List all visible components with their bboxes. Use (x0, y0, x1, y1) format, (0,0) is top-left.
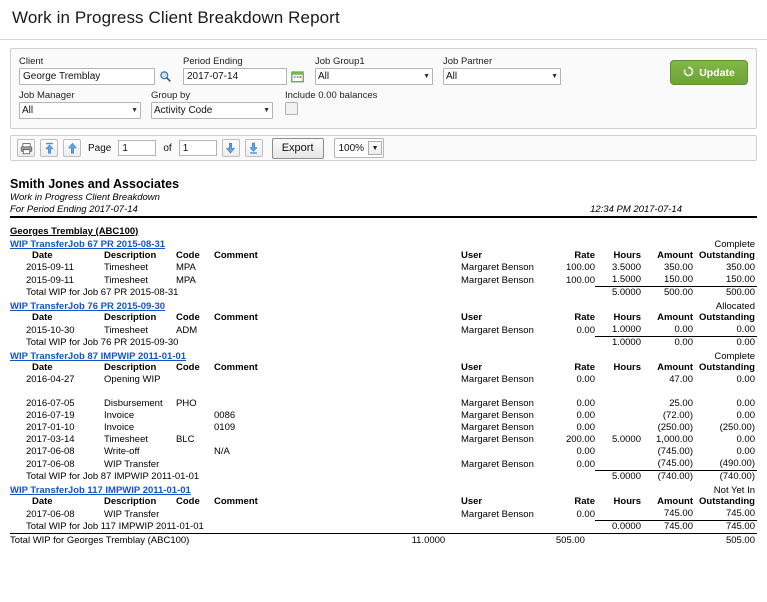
page-label: Page (88, 142, 112, 154)
period-ending-field (183, 56, 305, 85)
cell-description: Timesheet (104, 274, 148, 286)
column-header-outstanding: Outstanding (699, 250, 755, 261)
cell-hours: 1.0000 (611, 324, 641, 335)
group-by-label: Group by (151, 90, 191, 101)
client-field (19, 56, 173, 85)
column-header-description: Description (104, 250, 157, 261)
cell-user: Margaret Benson (461, 324, 534, 336)
cell-rate: 0.00 (576, 398, 595, 409)
cell-code: MPA (176, 262, 196, 273)
job-total-amount: 0.00 (641, 337, 693, 350)
cell-user: Margaret Benson (461, 262, 534, 273)
cell-outstanding: (250.00) (719, 422, 755, 433)
job-total-hours: 1.0000 (595, 337, 641, 350)
page-title: Work in Progress Client Breakdown Report (12, 8, 340, 27)
cell-hours: 5.0000 (611, 434, 641, 445)
cell-comment (214, 398, 344, 410)
column-header-hours: Hours (613, 250, 641, 261)
client-input[interactable] (19, 68, 155, 85)
job-manager-select[interactable] (19, 102, 141, 119)
column-header-comment: Comment (214, 496, 258, 507)
cell-outstanding: (490.00) (719, 458, 755, 469)
report-period-line (10, 204, 757, 216)
job-partner-label: Job Partner (443, 56, 493, 67)
chevron-down-icon: ▼ (368, 141, 382, 155)
table-row (10, 422, 757, 434)
cell-amount: 0.00 (674, 324, 693, 335)
cell-outstanding: 745.00 (725, 508, 755, 519)
job-status: Complete (714, 239, 755, 250)
column-header-rate: Rate (574, 250, 595, 261)
wip-transfer-link[interactable]: WIP Transfer (10, 351, 68, 362)
column-header-amount: Amount (657, 312, 693, 323)
job-group1-field (315, 56, 433, 85)
cell-user: Margaret Benson (461, 434, 534, 445)
job-total-label: Total WIP for Job 117 IMPWIP 2011-01-01 (26, 521, 204, 532)
cell-user: Margaret Benson (461, 422, 534, 433)
column-header-description: Description (104, 362, 157, 373)
cell-spacer (344, 274, 461, 287)
column-header-code: Code (176, 250, 200, 261)
job-total-hours: 5.0000 (595, 471, 641, 484)
cell-outstanding: 0.00 (736, 446, 755, 457)
job-total-hours: 5.0000 (595, 287, 641, 300)
filter-panel-wrapper (0, 40, 767, 129)
search-icon[interactable] (158, 69, 173, 84)
cell-rate: 0.00 (576, 324, 595, 336)
cell-spacer (344, 262, 461, 274)
cell-code (176, 410, 214, 422)
job-total-row (10, 471, 757, 484)
cell-hours (595, 410, 641, 422)
cell-code: ADM (176, 324, 198, 336)
cell-date: 2017-06-08 (26, 458, 75, 470)
chevron-down-icon: ▼ (131, 107, 138, 114)
cell-outstanding: 0.00 (736, 374, 755, 385)
table-row (10, 434, 757, 446)
cell-spacer (344, 458, 461, 471)
job-total-amount: 500.00 (641, 287, 693, 300)
cell-user: Margaret Benson (461, 374, 534, 385)
report-client-heading: Georges Tremblay (ABC100) (10, 226, 139, 237)
jobs-container (10, 239, 757, 533)
cell-hours (595, 446, 641, 458)
column-header-user: User (461, 362, 483, 373)
report-subtitle: Work in Progress Client Breakdown (10, 192, 160, 203)
cell-comment (214, 458, 344, 471)
cell-amount: (745.00) (657, 458, 693, 469)
chevron-down-icon: ▼ (423, 73, 430, 80)
period-ending-input[interactable] (183, 68, 287, 85)
job-partner-value: All (446, 71, 458, 82)
cell-date: 2015-10-30 (26, 324, 75, 336)
table-row (10, 262, 757, 274)
cell-hours (595, 422, 641, 434)
cell-spacer (344, 446, 461, 458)
table-row (10, 374, 757, 386)
column-header-row (10, 362, 757, 374)
cell-outstanding: 0.00 (736, 398, 755, 409)
job-total-label: Total WIP for Job 87 IMPWIP 2011-01-01 (26, 471, 200, 482)
cell-code: MPA (176, 274, 196, 286)
column-header-comment: Comment (214, 250, 258, 261)
job-total-row (10, 521, 757, 534)
job-total-hours: 0.0000 (595, 521, 641, 534)
column-header-hours: Hours (613, 312, 641, 323)
cell-description: Timesheet (104, 262, 148, 273)
group-by-value: Activity Code (154, 105, 213, 116)
cell-date: 2015-09-11 (26, 262, 74, 273)
client-label: Client (19, 56, 44, 67)
cell-description: WIP Transfer (104, 458, 160, 470)
job-section (10, 239, 757, 299)
export-button[interactable]: Export (272, 138, 324, 159)
column-header-spacer (344, 496, 461, 508)
cell-outstanding: 0.00 (736, 410, 755, 421)
cell-spacer (344, 508, 461, 521)
job-total-row (10, 337, 757, 350)
job-section (10, 351, 757, 483)
cell-date: 2016-07-19 (26, 410, 75, 421)
cell-rate: 0.00 (576, 410, 595, 421)
cell-outstanding: 350.00 (725, 262, 755, 273)
job-total-outstanding: 745.00 (693, 521, 757, 534)
job-total-label: Total WIP for Job 76 PR 2015-09-30 (26, 337, 179, 348)
cell-user: Margaret Benson (461, 458, 534, 470)
column-header-rate: Rate (574, 496, 595, 507)
job-total-rate (551, 337, 595, 350)
cell-hours (595, 398, 641, 410)
report-header-rule (10, 216, 757, 218)
cell-description: Disbursement (104, 398, 163, 409)
column-header-comment: Comment (214, 312, 258, 323)
first-page-icon[interactable] (40, 139, 58, 157)
job-group1-value: All (318, 71, 330, 82)
wip-transfer-link[interactable]: WIP Transfer (10, 301, 68, 312)
job-status: Allocated (715, 301, 755, 312)
grand-total-row (10, 534, 757, 548)
job-manager-field (19, 90, 141, 119)
column-header-date: Date (32, 496, 53, 507)
cell-date: 2015-09-11 (26, 274, 74, 286)
column-header-spacer (344, 362, 461, 374)
cell-hours (595, 374, 641, 386)
column-header-outstanding: Outstanding (699, 312, 755, 323)
job-section (10, 485, 757, 533)
cell-date: 2017-03-14 (26, 434, 75, 445)
job-partner-select[interactable] (443, 68, 561, 85)
grand-total-outstanding: 505.00 (585, 534, 757, 548)
chevron-down-icon: ▼ (263, 107, 270, 114)
report-body (10, 177, 757, 547)
cell-spacer (344, 422, 461, 434)
table-row (10, 398, 757, 410)
job-section (10, 301, 757, 349)
column-header-rate: Rate (574, 362, 595, 373)
cell-comment (214, 508, 344, 521)
cell-rate: 200.00 (565, 434, 595, 445)
cell-description: Write-off (104, 446, 140, 457)
cell-comment (214, 374, 344, 386)
table-row (10, 446, 757, 458)
wip-transfer-link[interactable]: WIP Transfer (10, 485, 68, 496)
cell-amount: 350.00 (663, 262, 693, 273)
column-header-comment: Comment (214, 362, 258, 373)
cell-rate: 100.00 (565, 262, 595, 273)
cell-user: Margaret Benson (461, 398, 534, 409)
column-header-spacer (344, 312, 461, 324)
cell-code (176, 458, 214, 471)
job-status: Not Yet In (713, 485, 755, 496)
report-timestamp: 12:34 PM 2017-07-14 (590, 203, 682, 215)
job-total-amount: (740.00) (641, 471, 693, 484)
cell-rate: 0.00 (576, 422, 595, 433)
column-header-amount: Amount (657, 250, 693, 261)
zoom-level-select[interactable] (334, 138, 385, 158)
cell-date: 2017-01-10 (26, 422, 75, 433)
column-header-user: User (461, 250, 483, 261)
grand-total-hours: 11.0000 (322, 534, 446, 548)
job-total-outstanding: 500.00 (693, 287, 757, 300)
cell-amount: (250.00) (657, 422, 693, 433)
job-table (10, 312, 757, 349)
job-link[interactable]: Job 76 PR 2015-09-30 (67, 301, 166, 312)
column-header-date: Date (32, 250, 53, 261)
cell-rate: 100.00 (565, 274, 595, 286)
column-header-outstanding: Outstanding (699, 362, 755, 373)
cell-code (176, 446, 214, 458)
table-row (10, 324, 757, 337)
grand-total-rate (203, 534, 321, 548)
report-toolbar-wrapper (0, 129, 767, 161)
cell-description: Invoice (104, 422, 135, 433)
job-partner-field (443, 56, 561, 85)
table-row (10, 508, 757, 521)
cell-code (176, 508, 214, 521)
update-button[interactable] (670, 60, 748, 85)
wip-transfer-link[interactable]: WIP Transfer (10, 239, 68, 250)
cell-amount: 745.00 (663, 508, 693, 519)
cell-outstanding: 0.00 (736, 434, 755, 445)
include-zero-balances-label: Include 0.00 balances (285, 90, 378, 101)
column-header-description: Description (104, 312, 157, 323)
column-header-hours: Hours (613, 496, 641, 507)
job-link-row (10, 301, 757, 312)
column-header-user: User (461, 496, 483, 507)
page-number-input[interactable] (118, 140, 156, 156)
calendar-icon[interactable] (290, 69, 305, 84)
refresh-icon (683, 66, 694, 80)
cell-comment: 0109 (214, 422, 236, 433)
cell-amount: 25.00 (669, 398, 693, 409)
table-row (10, 458, 757, 471)
cell-amount: (72.00) (662, 410, 693, 421)
job-total-rate (551, 521, 595, 534)
grand-total-amount: 505.00 (445, 534, 585, 548)
job-table (10, 496, 757, 533)
total-pages-input[interactable] (179, 140, 217, 156)
cell-rate: 0.00 (576, 446, 595, 457)
report-toolbar (10, 135, 757, 161)
cell-amount: 1,000.00 (656, 434, 693, 445)
cell-code (176, 374, 214, 386)
table-row (10, 274, 757, 287)
job-table (10, 362, 757, 483)
column-header-row (10, 496, 757, 508)
job-link-row (10, 485, 757, 496)
grand-total-label: Total WIP for Georges Tremblay (ABC100) (10, 534, 203, 548)
include-zero-balances-checkbox[interactable] (285, 102, 298, 115)
cell-amount: 47.00 (669, 374, 693, 385)
column-header-hours: Hours (613, 362, 641, 373)
column-header-user: User (461, 312, 483, 323)
cell-amount: 150.00 (663, 274, 693, 285)
cell-outstanding: 0.00 (736, 324, 755, 335)
column-header-description: Description (104, 496, 157, 507)
job-link-row (10, 239, 757, 250)
zoom-level-value: 100% (338, 142, 365, 154)
cell-date: 2016-07-05 (26, 398, 75, 409)
cell-rate: 0.00 (576, 458, 595, 470)
table-row (10, 410, 757, 422)
cell-spacer (344, 324, 461, 337)
filter-panel (10, 48, 757, 129)
cell-comment (214, 274, 344, 287)
job-total-outstanding: (740.00) (693, 471, 757, 484)
next-page-icon[interactable] (222, 139, 240, 157)
cell-description: Invoice (104, 410, 135, 421)
column-header-row (10, 250, 757, 262)
cell-hours: 1.5000 (611, 274, 641, 285)
cell-description: Opening WIP (104, 374, 161, 385)
cell-date: 2017-06-08 (26, 446, 75, 457)
cell-comment (214, 434, 344, 446)
last-page-icon[interactable] (245, 139, 263, 157)
job-total-row (10, 287, 757, 300)
report-period-ending: For Period Ending 2017-07-14 (10, 203, 138, 215)
cell-comment: 0086 (214, 410, 236, 421)
job-link-row (10, 351, 757, 362)
column-header-code: Code (176, 312, 200, 323)
cell-comment (214, 324, 344, 337)
job-table (10, 250, 757, 299)
print-icon[interactable] (17, 139, 35, 157)
cell-user (461, 446, 551, 458)
prev-page-icon[interactable] (63, 139, 81, 157)
update-button-label: Update (699, 66, 735, 79)
job-total-rate (551, 471, 595, 484)
include-zero-balances-field (285, 90, 377, 115)
cell-spacer (344, 398, 461, 410)
cell-hours (595, 508, 641, 521)
filter-row-2 (19, 90, 748, 119)
column-header-date: Date (32, 312, 53, 323)
job-status: Complete (714, 351, 755, 362)
chevron-down-icon: ▼ (551, 73, 558, 80)
job-total-amount: 745.00 (641, 521, 693, 534)
cell-rate: 0.00 (576, 508, 595, 520)
cell-comment (214, 262, 344, 274)
cell-hours: 3.5000 (611, 262, 641, 273)
cell-code: PHO (176, 398, 197, 409)
group-by-select[interactable] (151, 102, 273, 119)
column-header-outstanding: Outstanding (699, 496, 755, 507)
column-header-date: Date (32, 362, 53, 373)
group-by-field (151, 90, 273, 119)
blank-cell (10, 386, 757, 398)
cell-rate: 0.00 (576, 374, 595, 385)
job-total-label: Total WIP for Job 67 PR 2015-08-31 (26, 287, 179, 298)
cell-code (176, 422, 214, 434)
job-group1-label: Job Group1 (315, 56, 365, 67)
cell-hours (595, 458, 641, 471)
cell-spacer (344, 434, 461, 446)
column-header-spacer (344, 250, 461, 262)
column-header-code: Code (176, 496, 200, 507)
job-link[interactable]: Job 117 IMPWIP 2011-01-01 (67, 485, 191, 496)
job-manager-label: Job Manager (19, 90, 75, 101)
page-title-bar (0, 0, 767, 40)
cell-date: 2016-04-27 (26, 374, 75, 385)
cell-user: Margaret Benson (461, 508, 534, 520)
cell-user: Margaret Benson (461, 410, 534, 421)
job-total-rate (551, 287, 595, 300)
job-group1-select[interactable] (315, 68, 433, 85)
cell-code: BLC (176, 434, 195, 445)
cell-date: 2017-06-08 (26, 508, 75, 520)
cell-description: WIP Transfer (104, 508, 160, 520)
cell-amount: (745.00) (657, 446, 693, 457)
report-company-name: Smith Jones and Associates (10, 177, 180, 191)
job-manager-value: All (22, 105, 34, 116)
table-row-blank (10, 386, 757, 398)
of-label: of (163, 142, 172, 154)
cell-description: Timesheet (104, 324, 148, 336)
job-link[interactable]: Job 67 PR 2015-08-31 (67, 239, 166, 250)
column-header-amount: Amount (657, 496, 693, 507)
job-link[interactable]: Job 87 IMPWIP 2011-01-01 (67, 351, 187, 362)
grand-total-table (10, 533, 757, 547)
cell-description: Timesheet (104, 434, 148, 445)
job-total-outstanding: 0.00 (693, 337, 757, 350)
cell-comment: N/A (214, 446, 230, 457)
filter-row-1 (19, 56, 748, 85)
cell-spacer (344, 374, 461, 386)
column-header-amount: Amount (657, 362, 693, 373)
column-header-row (10, 312, 757, 324)
column-header-code: Code (176, 362, 200, 373)
cell-user: Margaret Benson (461, 274, 534, 286)
column-header-rate: Rate (574, 312, 595, 323)
cell-outstanding: 150.00 (725, 274, 755, 285)
cell-spacer (344, 410, 461, 422)
period-ending-label: Period Ending (183, 56, 243, 67)
